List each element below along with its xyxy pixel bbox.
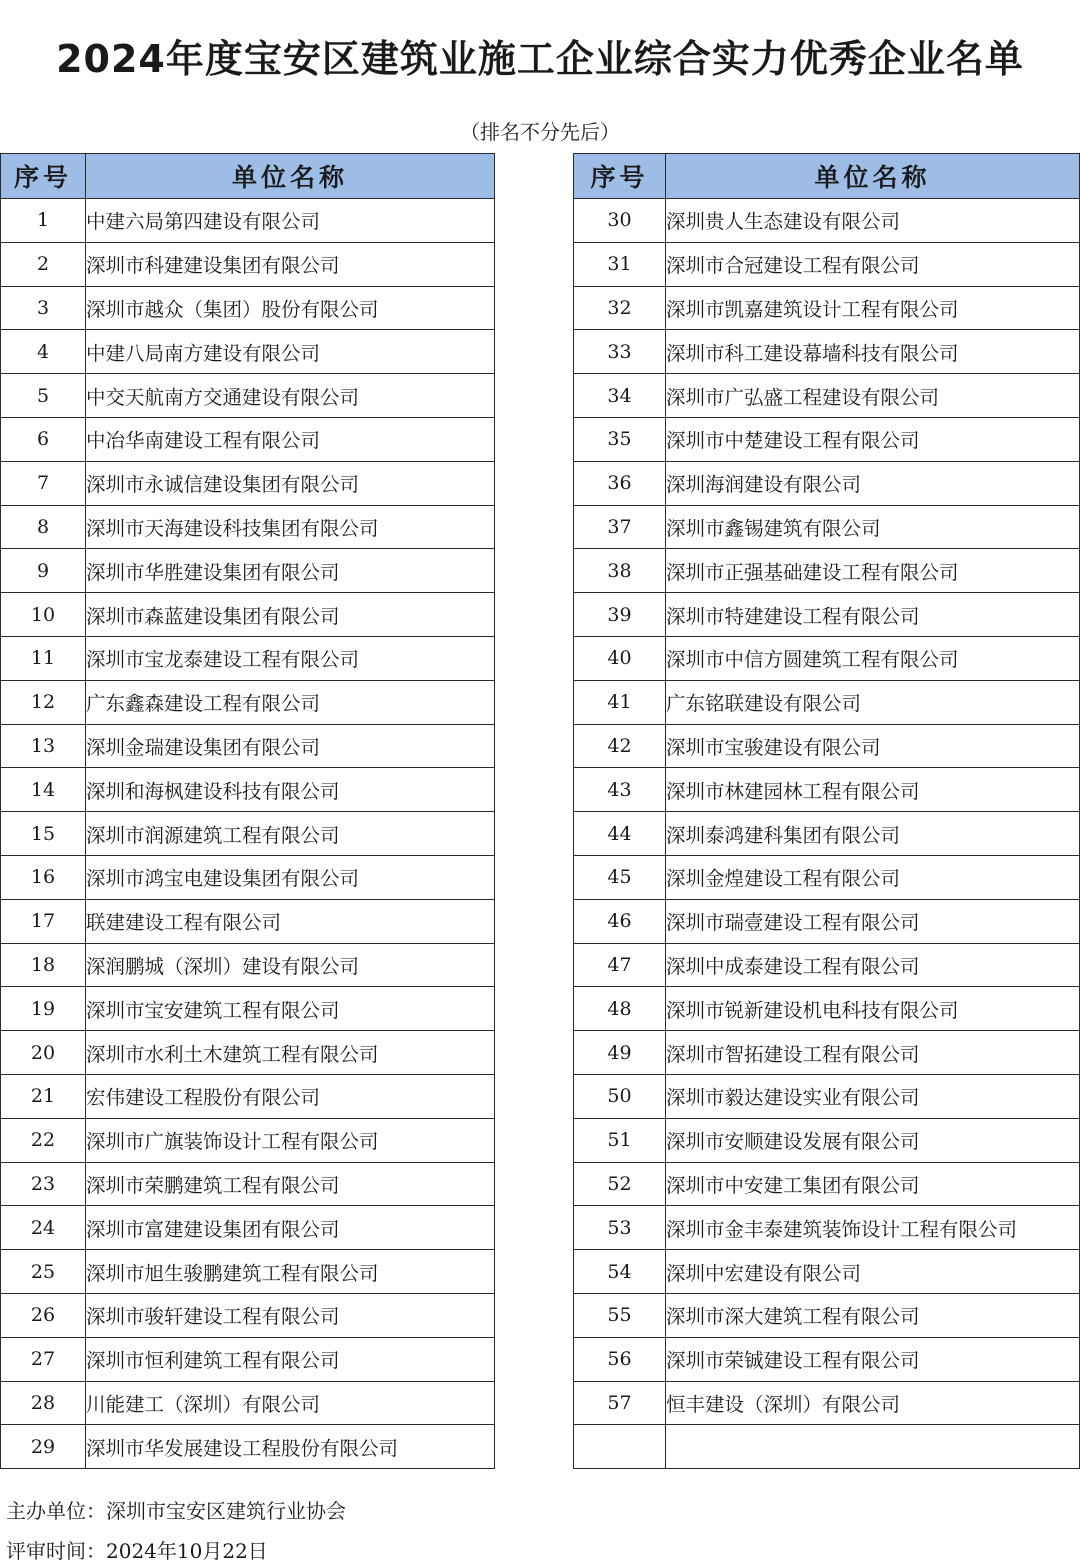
table-row [574, 1074, 1080, 1118]
table-row [574, 899, 1080, 943]
table-row [1, 505, 495, 549]
company-name: 深圳市天海建设科技集团有限公司 [86, 505, 495, 549]
header-no: 序号 [1, 154, 86, 199]
row-number [574, 1425, 666, 1469]
table-row [1, 1206, 495, 1250]
header-no: 序号 [574, 154, 666, 199]
table-row [1, 417, 495, 461]
table-row [1, 1031, 495, 1075]
company-name: 深圳市宝骏建设有限公司 [666, 724, 1080, 768]
company-name: 深圳市华发展建设工程股份有限公司 [86, 1425, 495, 1469]
company-name: 恒丰建设（深圳）有限公司 [666, 1381, 1080, 1425]
company-name: 中建六局第四建设有限公司 [86, 199, 495, 243]
row-number: 28 [1, 1381, 86, 1425]
row-number: 6 [1, 417, 86, 461]
review-time-note: 评审时间：2024年10月22日 [6, 1539, 268, 1563]
row-number: 37 [574, 505, 666, 549]
table-row [1, 242, 495, 286]
company-name: 宏伟建设工程股份有限公司 [86, 1074, 495, 1118]
company-name: 深圳市金丰泰建筑装饰设计工程有限公司 [666, 1206, 1080, 1250]
row-number: 17 [1, 899, 86, 943]
company-name: 中冶华南建设工程有限公司 [86, 417, 495, 461]
row-number: 4 [1, 330, 86, 374]
company-name: 深圳市润源建筑工程有限公司 [86, 812, 495, 856]
company-name: 深圳市智拓建设工程有限公司 [666, 1031, 1080, 1075]
row-number: 51 [574, 1118, 666, 1162]
company-name: 深圳市正强基础建设工程有限公司 [666, 549, 1080, 593]
company-name: 深圳金瑞建设集团有限公司 [86, 724, 495, 768]
row-number: 33 [574, 330, 666, 374]
row-number: 9 [1, 549, 86, 593]
company-name: 广东铭联建设有限公司 [666, 680, 1080, 724]
table-row [1, 1250, 495, 1294]
row-number: 14 [1, 768, 86, 812]
row-number: 16 [1, 855, 86, 899]
row-number: 11 [1, 636, 86, 680]
company-name [666, 1425, 1080, 1469]
company-name: 深圳市广弘盛工程建设有限公司 [666, 374, 1080, 418]
company-name: 深圳泰鸿建科集团有限公司 [666, 812, 1080, 856]
table-row [1, 1118, 495, 1162]
table-row [1, 1425, 495, 1469]
company-name: 深圳市荣铖建设工程有限公司 [666, 1337, 1080, 1381]
table-row [574, 1250, 1080, 1294]
row-number: 21 [1, 1074, 86, 1118]
row-number: 48 [574, 987, 666, 1031]
table-row [574, 1162, 1080, 1206]
table-row [1, 1381, 495, 1425]
document-title: 2024年度宝安区建筑业施工企业综合实力优秀企业名单 [56, 37, 1024, 81]
row-number: 40 [574, 636, 666, 680]
table-row [574, 505, 1080, 549]
table-row [1, 987, 495, 1031]
company-name: 深润鹏城（深圳）建设有限公司 [86, 943, 495, 987]
table-row [1, 286, 495, 330]
row-number: 31 [574, 242, 666, 286]
table-row [1, 549, 495, 593]
table-row [574, 1337, 1080, 1381]
row-number: 50 [574, 1074, 666, 1118]
company-name: 川能建工（深圳）有限公司 [86, 1381, 495, 1425]
row-number: 8 [1, 505, 86, 549]
organizer-note: 主办单位：深圳市宝安区建筑行业协会 [6, 1499, 346, 1523]
table-header-row [574, 154, 1080, 199]
row-number: 27 [1, 1337, 86, 1381]
table-row [1, 812, 495, 856]
company-name: 深圳海润建设有限公司 [666, 461, 1080, 505]
company-name: 深圳市骏轩建设工程有限公司 [86, 1293, 495, 1337]
table-row [574, 1118, 1080, 1162]
row-number: 57 [574, 1381, 666, 1425]
row-number: 42 [574, 724, 666, 768]
company-table-right [573, 153, 1080, 1469]
company-name: 中交天航南方交通建设有限公司 [86, 374, 495, 418]
table-row [574, 987, 1080, 1031]
row-number: 23 [1, 1162, 86, 1206]
company-name: 深圳和海枫建设科技有限公司 [86, 768, 495, 812]
row-number: 24 [1, 1206, 86, 1250]
company-name: 深圳市科工建设幕墙科技有限公司 [666, 330, 1080, 374]
row-number: 43 [574, 768, 666, 812]
row-number: 53 [574, 1206, 666, 1250]
row-number: 45 [574, 855, 666, 899]
table-row [1, 899, 495, 943]
company-name: 中建八局南方建设有限公司 [86, 330, 495, 374]
table-row [1, 680, 495, 724]
row-number: 2 [1, 242, 86, 286]
row-number: 46 [574, 899, 666, 943]
company-name: 深圳市森蓝建设集团有限公司 [86, 593, 495, 637]
company-name: 深圳市水利土木建筑工程有限公司 [86, 1031, 495, 1075]
company-name: 深圳市鸿宝电建设集团有限公司 [86, 855, 495, 899]
row-number: 47 [574, 943, 666, 987]
table-row [1, 1162, 495, 1206]
table-row [574, 724, 1080, 768]
table-row [1, 374, 495, 418]
table-header-row [1, 154, 495, 199]
company-name: 深圳市广旗装饰设计工程有限公司 [86, 1118, 495, 1162]
table-row [1, 461, 495, 505]
table-row [1, 330, 495, 374]
row-number: 18 [1, 943, 86, 987]
table-row [574, 461, 1080, 505]
row-number: 38 [574, 549, 666, 593]
table-row [1, 636, 495, 680]
company-name: 深圳市林建园林工程有限公司 [666, 768, 1080, 812]
table-row [1, 1337, 495, 1381]
table-row [574, 1425, 1080, 1469]
company-name: 深圳金煌建设工程有限公司 [666, 855, 1080, 899]
company-name: 深圳市华胜建设集团有限公司 [86, 549, 495, 593]
company-name: 深圳市鑫锡建筑有限公司 [666, 505, 1080, 549]
row-number: 30 [574, 199, 666, 243]
company-name: 深圳市富建建设集团有限公司 [86, 1206, 495, 1250]
row-number: 25 [1, 1250, 86, 1294]
table-row [1, 855, 495, 899]
table-row [574, 593, 1080, 637]
company-table-left [0, 153, 495, 1469]
table-row [574, 1293, 1080, 1337]
row-number: 41 [574, 680, 666, 724]
row-number: 55 [574, 1293, 666, 1337]
table-row [574, 286, 1080, 330]
row-number: 19 [1, 987, 86, 1031]
document-subtitle: （排名不分先后） [460, 120, 620, 144]
row-number: 13 [1, 724, 86, 768]
row-number: 52 [574, 1162, 666, 1206]
row-number: 56 [574, 1337, 666, 1381]
row-number: 3 [1, 286, 86, 330]
company-name: 联建建设工程有限公司 [86, 899, 495, 943]
row-number: 39 [574, 593, 666, 637]
company-name: 深圳市科建建设集团有限公司 [86, 242, 495, 286]
row-number: 5 [1, 374, 86, 418]
row-number: 12 [1, 680, 86, 724]
table-row [574, 549, 1080, 593]
row-number: 7 [1, 461, 86, 505]
row-number: 26 [1, 1293, 86, 1337]
table-row [574, 1381, 1080, 1425]
company-name: 深圳市合冠建设工程有限公司 [666, 242, 1080, 286]
company-name: 深圳市旭生骏鹏建筑工程有限公司 [86, 1250, 495, 1294]
row-number: 44 [574, 812, 666, 856]
company-name: 深圳市安顺建设发展有限公司 [666, 1118, 1080, 1162]
table-row [574, 768, 1080, 812]
row-number: 22 [1, 1118, 86, 1162]
company-name: 深圳市凯嘉建筑设计工程有限公司 [666, 286, 1080, 330]
row-number: 34 [574, 374, 666, 418]
company-name: 深圳市特建建设工程有限公司 [666, 593, 1080, 637]
company-name: 深圳市毅达建设实业有限公司 [666, 1074, 1080, 1118]
company-name: 深圳市中信方圆建筑工程有限公司 [666, 636, 1080, 680]
table-row [1, 1074, 495, 1118]
table-row [574, 855, 1080, 899]
table-row [574, 943, 1080, 987]
table-row [1, 724, 495, 768]
company-name: 广东鑫森建设工程有限公司 [86, 680, 495, 724]
company-name: 深圳市宝安建筑工程有限公司 [86, 987, 495, 1031]
company-name: 深圳中宏建设有限公司 [666, 1250, 1080, 1294]
row-number: 20 [1, 1031, 86, 1075]
table-row [574, 374, 1080, 418]
table-row [574, 330, 1080, 374]
table-row [1, 1293, 495, 1337]
company-name: 深圳市中安建工集团有限公司 [666, 1162, 1080, 1206]
company-name: 深圳中成泰建设工程有限公司 [666, 943, 1080, 987]
company-name: 深圳市永诚信建设集团有限公司 [86, 461, 495, 505]
table-row [574, 1031, 1080, 1075]
table-row [574, 812, 1080, 856]
company-name: 深圳市宝龙泰建设工程有限公司 [86, 636, 495, 680]
row-number: 1 [1, 199, 86, 243]
company-name: 深圳市荣鹏建筑工程有限公司 [86, 1162, 495, 1206]
table-row [1, 593, 495, 637]
row-number: 10 [1, 593, 86, 637]
company-name: 深圳市锐新建设机电科技有限公司 [666, 987, 1080, 1031]
table-row [1, 943, 495, 987]
table-row [574, 417, 1080, 461]
row-number: 49 [574, 1031, 666, 1075]
row-number: 32 [574, 286, 666, 330]
row-number: 29 [1, 1425, 86, 1469]
company-name: 深圳市中楚建设工程有限公司 [666, 417, 1080, 461]
company-name: 深圳市瑞壹建设工程有限公司 [666, 899, 1080, 943]
table-row [1, 199, 495, 243]
table-row [574, 199, 1080, 243]
table-row [574, 242, 1080, 286]
company-name: 深圳贵人生态建设有限公司 [666, 199, 1080, 243]
row-number: 54 [574, 1250, 666, 1294]
table-row [1, 768, 495, 812]
row-number: 15 [1, 812, 86, 856]
table-row [574, 1206, 1080, 1250]
header-name: 单位名称 [86, 154, 495, 199]
row-number: 35 [574, 417, 666, 461]
company-name: 深圳市恒利建筑工程有限公司 [86, 1337, 495, 1381]
header-name: 单位名称 [666, 154, 1080, 199]
table-row [574, 636, 1080, 680]
table-row [574, 680, 1080, 724]
row-number: 36 [574, 461, 666, 505]
company-name: 深圳市越众（集团）股份有限公司 [86, 286, 495, 330]
company-name: 深圳市深大建筑工程有限公司 [666, 1293, 1080, 1337]
